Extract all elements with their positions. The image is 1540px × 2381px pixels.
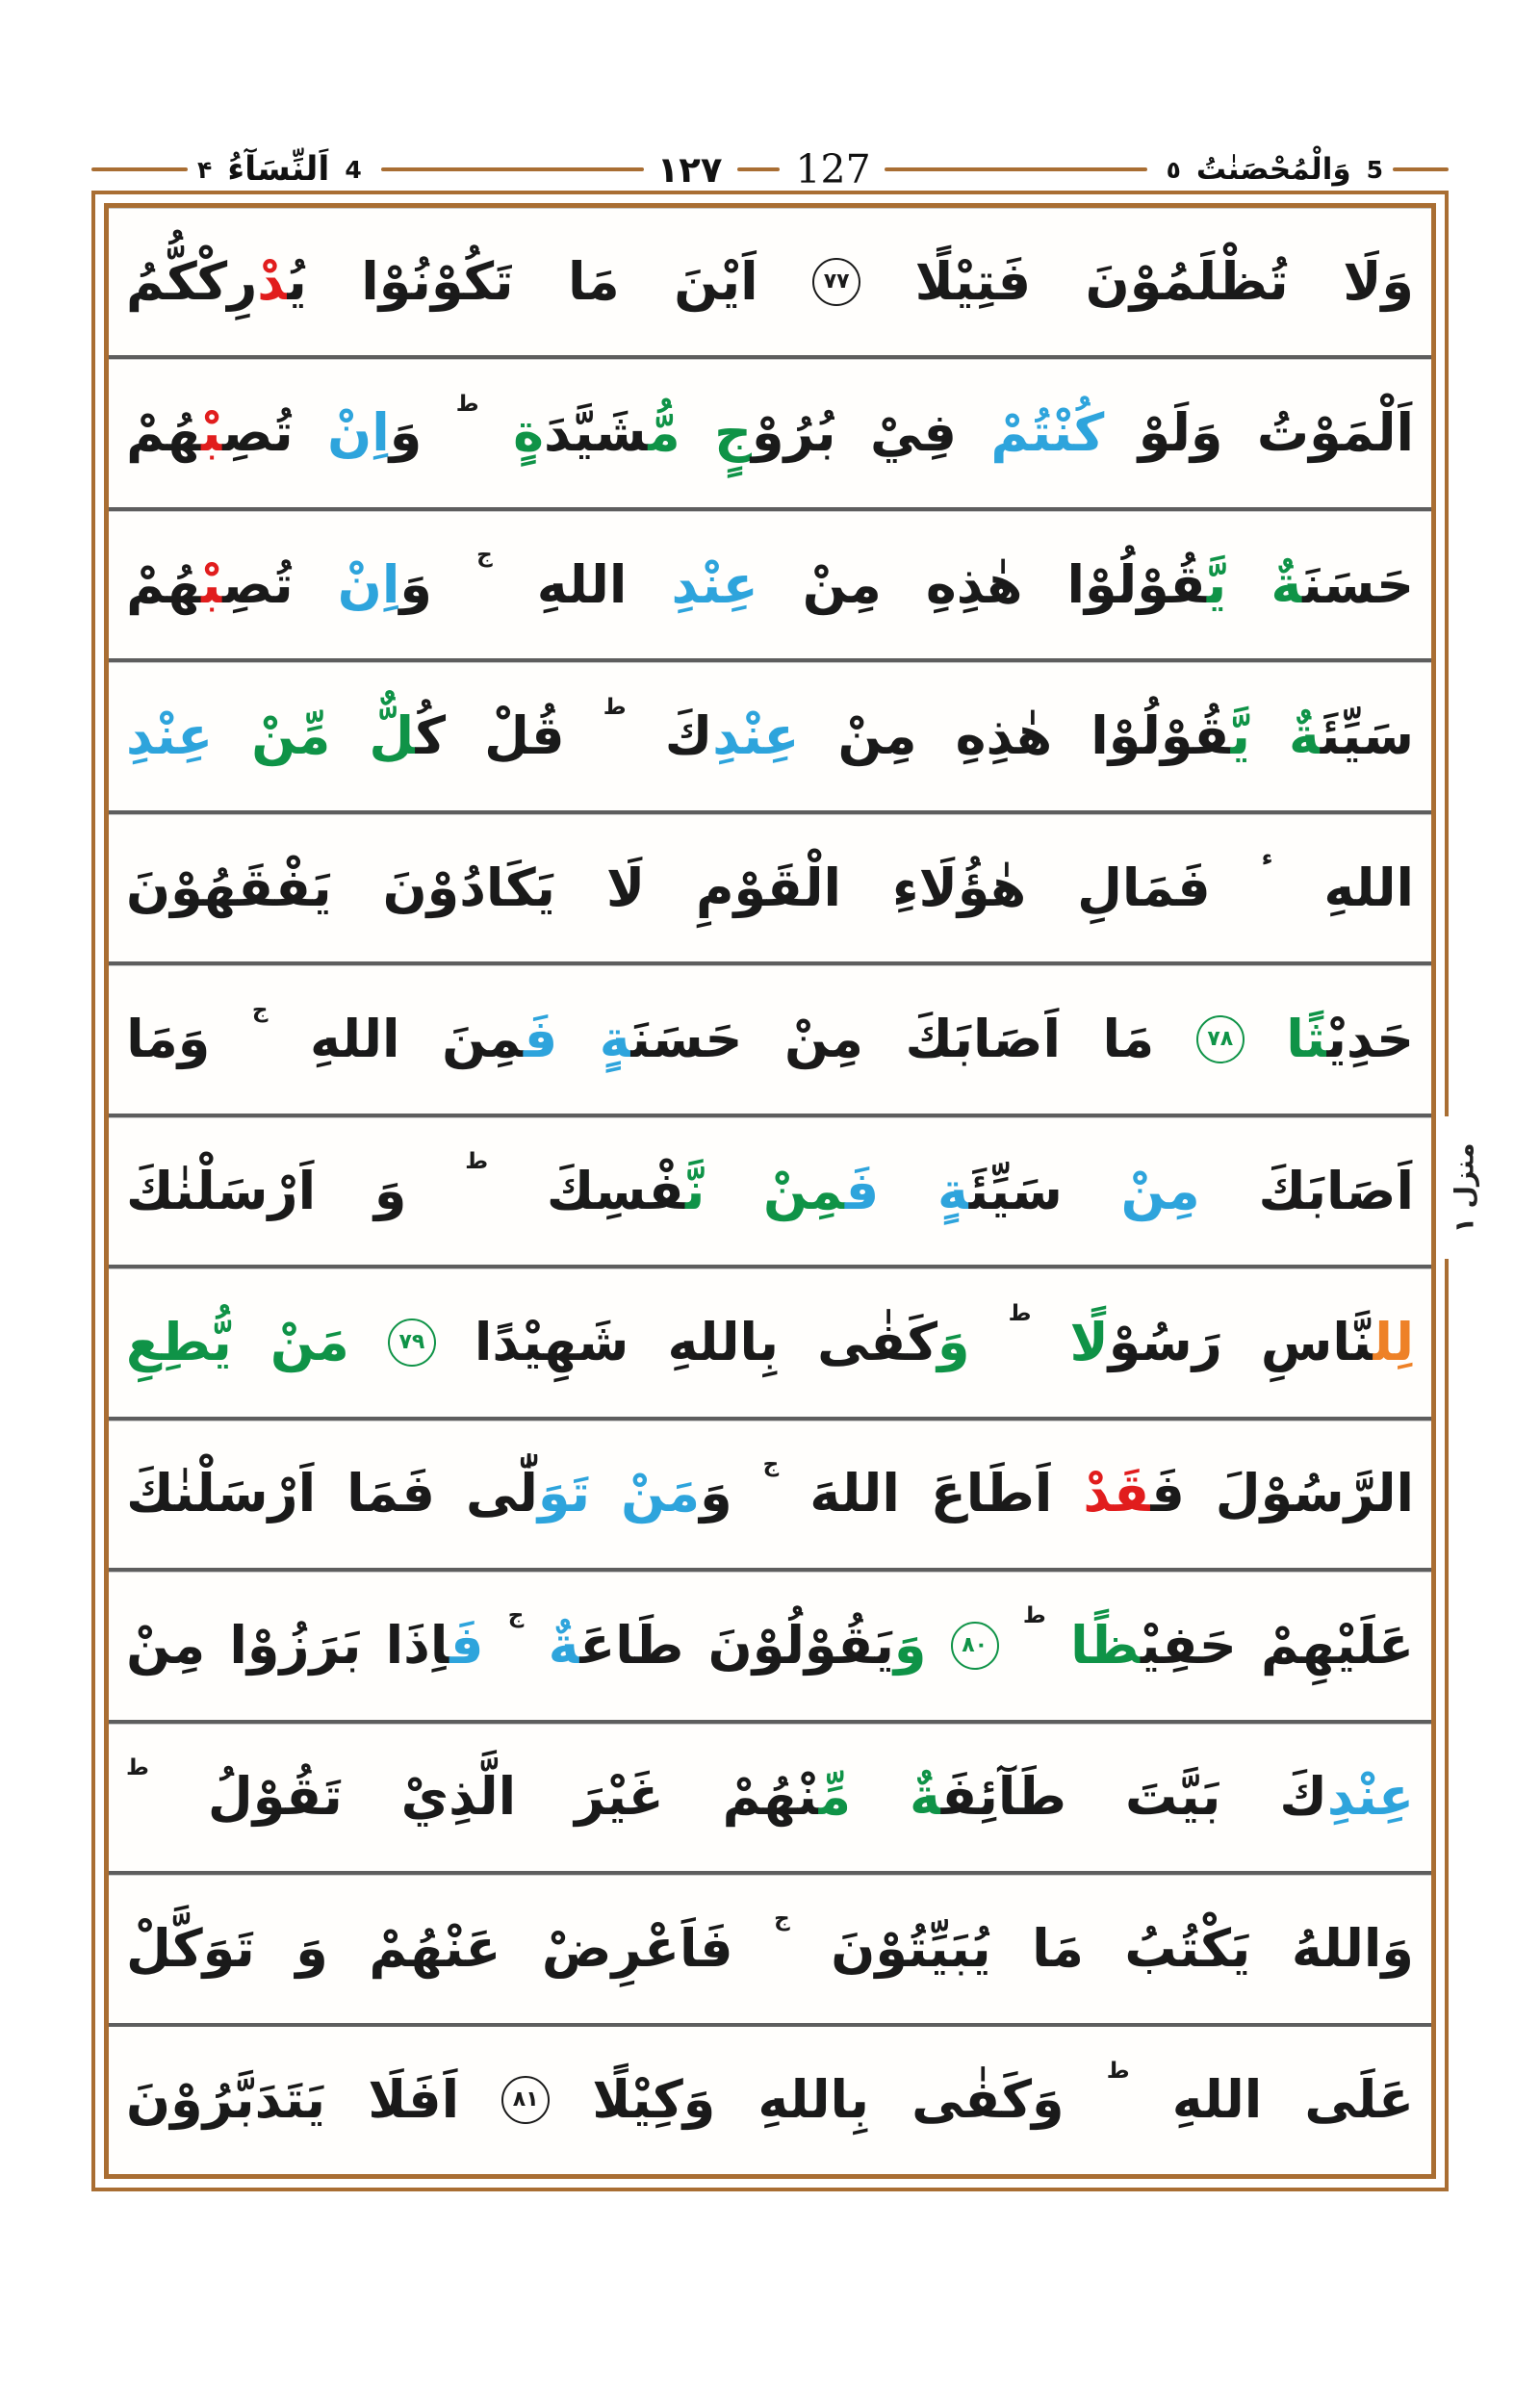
word: وَ: [295, 1917, 328, 1979]
word: اللهِ: [1171, 2069, 1263, 2131]
waqf-sign: ط: [126, 1754, 149, 1780]
outer-border-frame: [91, 191, 1449, 2191]
word: حَفِيْظًا: [1070, 1614, 1237, 1676]
word: اَطَاعَ: [930, 1463, 1053, 1524]
header-rule-left: [91, 167, 188, 171]
word: مَنْ: [270, 1312, 349, 1373]
word: عَلَيْهِمْ: [1261, 1614, 1414, 1676]
word: عَلَى: [1304, 2069, 1414, 2131]
word: اَصَابَكَ: [1258, 1160, 1414, 1221]
manzil-label: منزل ١: [1450, 1142, 1480, 1233]
page-number-western: 127: [795, 146, 871, 192]
word: وَاِنْ: [327, 402, 423, 464]
word: حَسَنَةٌ: [1270, 553, 1414, 615]
quran-line-8: [109, 1268, 1431, 1420]
word: اَفَلَا: [368, 2069, 460, 2131]
word: وَلَوْ: [1138, 402, 1223, 464]
word: اَرْسَلْنٰكَ: [126, 1160, 317, 1221]
word: سَيِّئَةٍ: [937, 1160, 1063, 1221]
quran-line-2: [109, 359, 1431, 510]
word: وَيَقُوْلُوْنَ: [707, 1614, 927, 1676]
verse-marker: ٧٧: [812, 258, 860, 306]
word: تَقُوْلُ: [207, 1766, 343, 1828]
word: وَكِيْلًا: [592, 2069, 716, 2131]
word: حَسَنَةٍ: [599, 1009, 743, 1070]
word: يَكَادُوْنَ: [382, 857, 555, 918]
word: فَمِنَ: [442, 1009, 558, 1070]
word: تَوَكَّلْ: [126, 1917, 255, 1979]
word: وَ: [373, 1160, 407, 1221]
word: هٰؤُلَاءِ: [892, 857, 1027, 918]
verse-marker: ٧٩: [388, 1319, 436, 1367]
word: يَّقُوْلُوْا: [1091, 705, 1250, 767]
verse-marker: ٧٨: [1196, 1015, 1245, 1063]
word: بِاللهِ: [757, 2069, 870, 2131]
word: عَنْهُمْ: [369, 1917, 501, 1979]
word: مِنْ: [1120, 1160, 1200, 1221]
word: مِنْ: [837, 705, 917, 767]
word: هٰذِهِ: [925, 553, 1023, 615]
word: بَيَّتَ: [1124, 1766, 1221, 1828]
word: كُلٌّ: [369, 705, 446, 767]
text-lines: [109, 208, 1431, 2174]
word: فَمِنْ: [763, 1160, 880, 1221]
quran-line-10: [109, 1572, 1431, 1723]
word: وَاِنْ: [337, 553, 432, 615]
quran-line-5: [109, 814, 1431, 965]
word: اللهِ: [309, 1009, 400, 1070]
verse-marker: ٨٠: [951, 1622, 999, 1670]
word: مَا: [1032, 1917, 1084, 1979]
word: يُّطِعِ: [126, 1312, 232, 1373]
word: يَكْتُبُ: [1124, 1917, 1251, 1979]
waqf-sign: ط: [1008, 1300, 1032, 1326]
word: الْقَوْمِ: [695, 857, 842, 918]
quran-line-11: [109, 1724, 1431, 1875]
waqf-sign: ء: [1261, 846, 1273, 872]
word: حَدِيْثًا: [1286, 1009, 1414, 1070]
waqf-sign: ط: [455, 391, 479, 417]
header-rule-dash: [737, 167, 780, 171]
quran-line-1: [109, 208, 1431, 359]
quran-line-6: [109, 965, 1431, 1116]
waqf-sign: ط: [1022, 1603, 1046, 1629]
word: مَا: [1102, 1009, 1155, 1070]
page-header: [91, 142, 1449, 196]
surah-number-arabic: ۴: [197, 155, 213, 184]
word: مِنْ: [126, 1614, 206, 1676]
word: الرَّسُوْلَ: [1215, 1463, 1414, 1524]
verse-marker: ٨١: [501, 2076, 550, 2124]
word: الَّذِيْ: [400, 1766, 517, 1828]
word: يُدْرِكْكُّمُ: [126, 250, 307, 312]
word: وَكَفٰى: [817, 1312, 970, 1373]
quran-line-13: [109, 2027, 1431, 2174]
header-rule-mid-right: [885, 167, 1147, 171]
waqf-sign: ط: [465, 1149, 489, 1175]
word: يَفْقَهُوْنَ: [126, 857, 332, 918]
word: يُبَيِّتُوْنَ: [831, 1917, 991, 1979]
quran-line-12: [109, 1875, 1431, 2026]
waqf-sign: ج: [476, 543, 493, 569]
word: عِنْدِكَ: [1279, 1766, 1414, 1828]
word: بَرَزُوْا: [229, 1614, 362, 1676]
word: فَقَدْ: [1083, 1463, 1185, 1524]
word: اللهِ: [536, 553, 628, 615]
word: فَمَالِ: [1077, 857, 1211, 918]
word: مُّشَيَّدَةٍ: [513, 402, 680, 464]
word: وَلَا: [1343, 250, 1414, 312]
word: غَيْرَ: [575, 1766, 664, 1828]
word: اللهَ: [809, 1463, 900, 1524]
word: نَّفْسِكَ: [546, 1160, 706, 1221]
word: اللهِ: [1323, 857, 1414, 918]
word: فِيْ: [869, 402, 957, 464]
waqf-sign: ط: [603, 694, 627, 720]
word: لَا: [605, 857, 646, 918]
word: مَا: [568, 250, 620, 312]
word: يَتَدَبَّرُوْنَ: [126, 2069, 326, 2131]
header-rule-mid-left: [381, 167, 644, 171]
page-number-arabic: ١٢٧: [656, 148, 723, 191]
word: فَمَا: [346, 1463, 435, 1524]
word: اَصَابَكَ: [905, 1009, 1062, 1070]
quran-line-9: [109, 1421, 1431, 1572]
waqf-sign: ج: [774, 1907, 790, 1933]
word: وَاللهُ: [1291, 1917, 1414, 1979]
word: اَيْنَ: [674, 250, 758, 312]
word: عِنْدِكَ: [664, 705, 800, 767]
word: بِاللهِ: [667, 1312, 780, 1373]
juz-name: وَالْمُحْصَنٰتُ: [1195, 152, 1351, 187]
word: سَيِّئَةٌ: [1289, 705, 1414, 767]
inner-border-frame: [104, 203, 1436, 2179]
word: اَلْمَوْتُ: [1256, 402, 1414, 464]
word: مِّنْهُمْ: [722, 1766, 852, 1828]
word: مِنْ: [783, 1009, 863, 1070]
word: اَرْسَلْنٰكَ: [126, 1463, 317, 1524]
juz-number-western: 5: [1366, 155, 1383, 184]
word: كُنْتُمْ: [990, 402, 1105, 464]
word: بُرُوْجٍ: [714, 402, 836, 464]
word: تُصِبْهُمْ: [126, 402, 294, 464]
word: يَّقُوْلُوْا: [1066, 553, 1227, 615]
word: رَسُوْلًا: [1069, 1312, 1222, 1373]
word: وَمَنْ: [621, 1463, 732, 1524]
word: طَآئِفَةٌ: [909, 1766, 1067, 1828]
word: لِلنَّاسِ: [1260, 1312, 1414, 1373]
word: فَاِذَا: [385, 1614, 484, 1676]
word: فَاَعْرِضْ: [541, 1917, 733, 1979]
word: قُلْ: [484, 705, 565, 767]
quran-line-7: [109, 1117, 1431, 1268]
word: مِنْ: [802, 553, 882, 615]
waqf-sign: ج: [762, 1451, 780, 1477]
juz-number-arabic: ٥: [1166, 155, 1181, 184]
word: تُصِبْهُمْ: [126, 553, 294, 615]
word: تَوَلّٰى: [466, 1463, 591, 1524]
word: مِّنْ: [251, 705, 331, 767]
word: هٰذِهِ: [955, 705, 1053, 767]
waqf-sign: ج: [507, 1603, 525, 1629]
waqf-sign: ط: [1106, 2058, 1130, 2084]
word: عِنْدِ: [126, 705, 214, 767]
header-rule-right: [1393, 167, 1449, 171]
quran-line-4: [109, 662, 1431, 813]
word: فَتِيْلًا: [914, 250, 1032, 312]
surah-number-western: 4: [345, 155, 362, 184]
word: عِنْدِ: [671, 553, 758, 615]
surah-name: اَلنِّسَآءُ: [227, 150, 330, 189]
word: وَمَا: [126, 1009, 211, 1070]
word: وَكَفٰى: [911, 2069, 1065, 2131]
word: تُظْلَمُوْنَ: [1085, 250, 1289, 312]
word: شَهِيْدًا: [474, 1312, 629, 1373]
waqf-sign: ج: [251, 997, 269, 1023]
word: تَكُوْنُوْا: [361, 250, 514, 312]
quran-line-3: [109, 511, 1431, 662]
manzil-marker: [1436, 1116, 1494, 1259]
word: طَاعَةٌ: [548, 1614, 684, 1676]
